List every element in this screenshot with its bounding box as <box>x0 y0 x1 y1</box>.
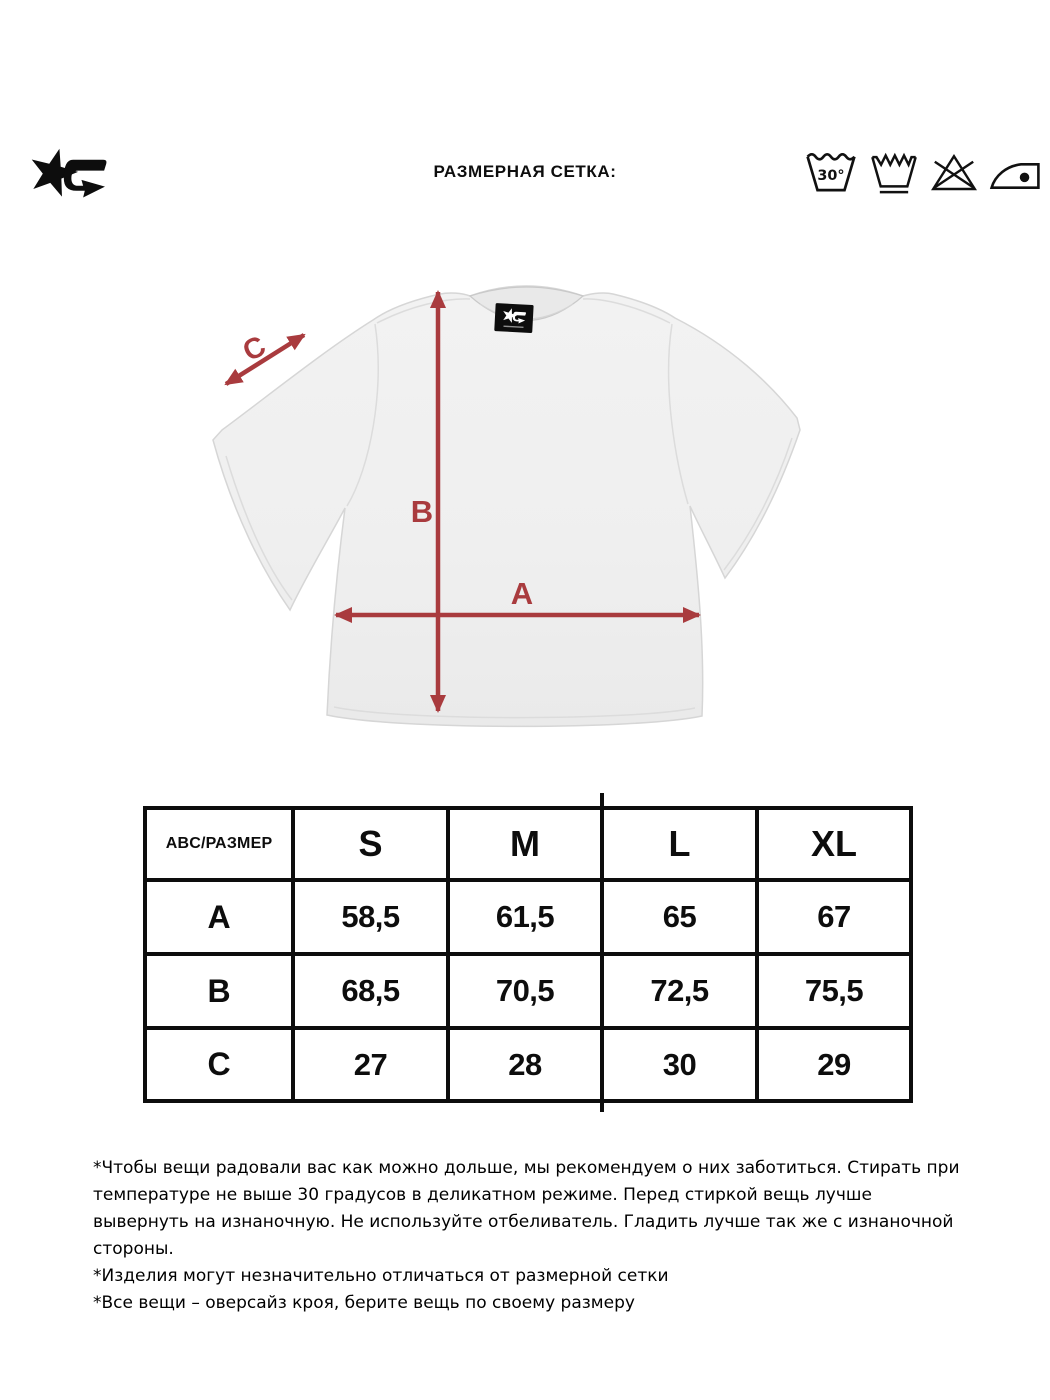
care-note-3: *Все вещи – оверсайз кроя, берите вещь по своему размеру <box>93 1293 635 1313</box>
row-label-b: B <box>145 954 293 1028</box>
iron-low-icon <box>989 147 1041 199</box>
size-col-m: M <box>448 808 602 880</box>
table-row-b <box>145 954 911 1028</box>
value-c-xl: 29 <box>757 1028 911 1101</box>
wash-temp-label: 30° <box>817 168 845 185</box>
size-col-s: S <box>293 808 448 880</box>
neck-label <box>494 303 533 333</box>
value-c-m: 28 <box>448 1028 602 1101</box>
table-divider-overshoot-top <box>600 793 604 806</box>
label-a: A <box>510 576 534 611</box>
row-label-a: A <box>145 880 293 954</box>
value-a-s: 58,5 <box>293 880 448 954</box>
size-col-xl: XL <box>757 808 911 880</box>
value-a-m: 61,5 <box>448 880 602 954</box>
row-label-c: C <box>145 1028 293 1101</box>
do-not-bleach-icon <box>930 147 978 199</box>
label-b: B <box>410 494 434 529</box>
tshirt-photo <box>213 286 800 726</box>
value-b-xl: 75,5 <box>757 954 911 1028</box>
table-divider-overshoot-bottom <box>600 1099 604 1112</box>
tshirt-diagram <box>200 278 830 748</box>
value-c-l: 30 <box>602 1028 757 1101</box>
wash-30-icon <box>804 147 858 199</box>
care-note-1: *Чтобы вещи радовали вас как можно дольше, мы рекомендуем о них заботиться. Стирать при температуре не выше 30 градусов в деликатном режиме. Перед стиркой вещь лучше вывернуть на изнаночную. Не используйте отбеливатель. Гладить лучше так же с изнаночной стороны. <box>93 1158 960 1259</box>
table-header-row <box>145 808 911 880</box>
table-row-a <box>145 880 911 954</box>
size-col-l: L <box>602 808 757 880</box>
value-b-l: 72,5 <box>602 954 757 1028</box>
table-row-c <box>145 1028 911 1101</box>
value-a-xl: 67 <box>757 880 911 954</box>
page-title: РАЗМЕРНАЯ СЕТКА: <box>433 162 617 181</box>
value-c-s: 27 <box>293 1028 448 1101</box>
table-corner-cell: ABC/РАЗМЕР <box>145 808 293 880</box>
value-b-s: 68,5 <box>293 954 448 1028</box>
care-note-2: *Изделия могут незначительно отличаться от размерной сетки <box>93 1266 669 1286</box>
delicate-wash-icon <box>869 147 919 199</box>
care-icons-row <box>804 147 1041 199</box>
label-c: C <box>237 330 272 369</box>
value-b-m: 70,5 <box>448 954 602 1028</box>
size-table <box>143 806 909 1099</box>
care-notes <box>93 1155 973 1317</box>
value-a-l: 65 <box>602 880 757 954</box>
